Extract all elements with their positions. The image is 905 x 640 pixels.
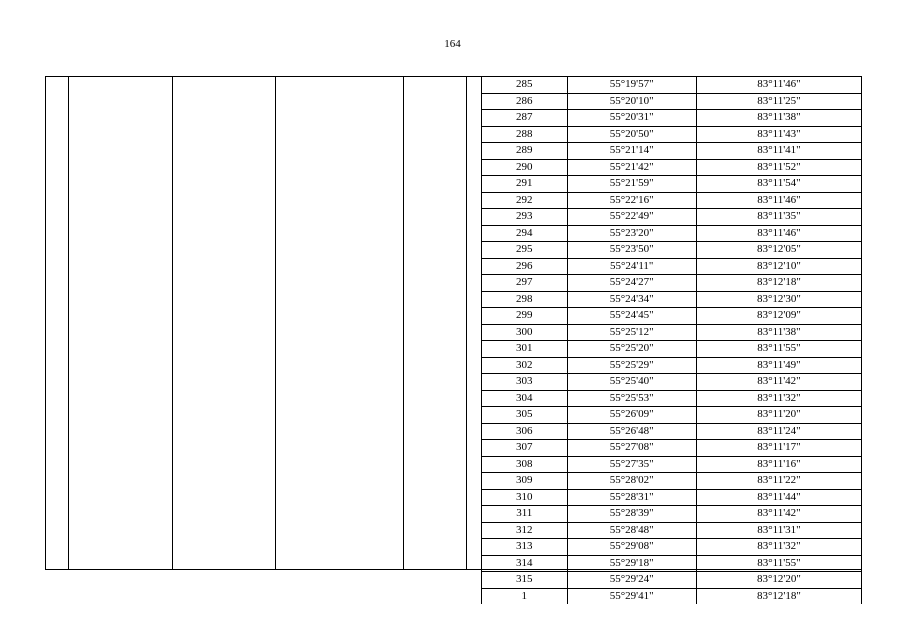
table-row bbox=[482, 110, 862, 127]
table-row bbox=[482, 143, 862, 160]
longitude-cell: 83°12'30" bbox=[696, 291, 861, 308]
latitude-cell: 55°27'08" bbox=[567, 440, 696, 457]
longitude-cell: 83°11'32" bbox=[696, 539, 861, 556]
table-row bbox=[482, 588, 862, 604]
longitude-cell: 83°11'17" bbox=[696, 440, 861, 457]
table-row bbox=[482, 209, 862, 226]
longitude-cell: 83°11'54" bbox=[696, 176, 861, 193]
latitude-cell: 55°28'02" bbox=[567, 473, 696, 490]
point-number-cell: 289 bbox=[482, 143, 568, 160]
longitude-cell: 83°11'55" bbox=[696, 555, 861, 572]
table-row bbox=[482, 423, 862, 440]
column-divider bbox=[403, 77, 404, 569]
longitude-cell: 83°11'25" bbox=[696, 93, 861, 110]
point-number-cell: 287 bbox=[482, 110, 568, 127]
table-row bbox=[482, 341, 862, 358]
point-number-cell: 299 bbox=[482, 308, 568, 325]
page-number: 164 bbox=[444, 38, 461, 50]
point-number-cell: 288 bbox=[482, 126, 568, 143]
point-number-cell: 300 bbox=[482, 324, 568, 341]
latitude-cell: 55°25'53" bbox=[567, 390, 696, 407]
longitude-cell: 83°11'24" bbox=[696, 423, 861, 440]
point-number-cell: 306 bbox=[482, 423, 568, 440]
table-row bbox=[482, 506, 862, 523]
table-row bbox=[482, 159, 862, 176]
table-row bbox=[482, 275, 862, 292]
latitude-cell: 55°26'09" bbox=[567, 407, 696, 424]
latitude-cell: 55°20'10" bbox=[567, 93, 696, 110]
table-row bbox=[482, 126, 862, 143]
latitude-cell: 55°25'40" bbox=[567, 374, 696, 391]
longitude-cell: 83°11'44" bbox=[696, 489, 861, 506]
table-row bbox=[482, 308, 862, 325]
latitude-cell: 55°29'18" bbox=[567, 555, 696, 572]
column-divider bbox=[68, 77, 69, 569]
latitude-cell: 55°29'08" bbox=[567, 539, 696, 556]
point-number-cell: 1 bbox=[482, 588, 568, 604]
latitude-cell: 55°22'16" bbox=[567, 192, 696, 209]
table-row bbox=[482, 374, 862, 391]
latitude-cell: 55°23'20" bbox=[567, 225, 696, 242]
latitude-cell: 55°26'48" bbox=[567, 423, 696, 440]
longitude-cell: 83°12'09" bbox=[696, 308, 861, 325]
point-number-cell: 308 bbox=[482, 456, 568, 473]
latitude-cell: 55°24'11" bbox=[567, 258, 696, 275]
point-number-cell: 293 bbox=[482, 209, 568, 226]
latitude-cell: 55°21'59" bbox=[567, 176, 696, 193]
longitude-cell: 83°11'55" bbox=[696, 341, 861, 358]
point-number-cell: 291 bbox=[482, 176, 568, 193]
point-number-cell: 296 bbox=[482, 258, 568, 275]
latitude-cell: 55°29'24" bbox=[567, 572, 696, 589]
longitude-cell: 83°11'46" bbox=[696, 192, 861, 209]
longitude-cell: 83°12'05" bbox=[696, 242, 861, 259]
point-number-cell: 297 bbox=[482, 275, 568, 292]
point-number-cell: 312 bbox=[482, 522, 568, 539]
longitude-cell: 83°11'31" bbox=[696, 522, 861, 539]
table-row bbox=[482, 225, 862, 242]
coordinates-table bbox=[45, 76, 862, 602]
point-number-cell: 298 bbox=[482, 291, 568, 308]
point-number-cell: 286 bbox=[482, 93, 568, 110]
latitude-cell: 55°28'48" bbox=[567, 522, 696, 539]
table-row bbox=[482, 77, 862, 93]
point-number-cell: 310 bbox=[482, 489, 568, 506]
latitude-cell: 55°25'12" bbox=[567, 324, 696, 341]
table-row bbox=[482, 176, 862, 193]
table-row bbox=[482, 489, 862, 506]
table-row bbox=[482, 407, 862, 424]
longitude-cell: 83°12'20" bbox=[696, 572, 861, 589]
longitude-cell: 83°11'16" bbox=[696, 456, 861, 473]
latitude-cell: 55°25'29" bbox=[567, 357, 696, 374]
point-number-cell: 301 bbox=[482, 341, 568, 358]
table-row bbox=[482, 390, 862, 407]
point-number-cell: 309 bbox=[482, 473, 568, 490]
longitude-cell: 83°11'46" bbox=[696, 225, 861, 242]
point-number-cell: 290 bbox=[482, 159, 568, 176]
table-row bbox=[482, 555, 862, 572]
longitude-cell: 83°11'41" bbox=[696, 143, 861, 160]
point-number-cell: 302 bbox=[482, 357, 568, 374]
longitude-cell: 83°11'22" bbox=[696, 473, 861, 490]
longitude-cell: 83°11'43" bbox=[696, 126, 861, 143]
point-number-cell: 307 bbox=[482, 440, 568, 457]
longitude-cell: 83°12'10" bbox=[696, 258, 861, 275]
table-row bbox=[482, 258, 862, 275]
point-number-cell: 295 bbox=[482, 242, 568, 259]
longitude-cell: 83°11'32" bbox=[696, 390, 861, 407]
table-row bbox=[482, 324, 862, 341]
coordinate-rows bbox=[481, 77, 862, 604]
longitude-cell: 83°12'18" bbox=[696, 275, 861, 292]
point-number-cell: 305 bbox=[482, 407, 568, 424]
latitude-cell: 55°27'35" bbox=[567, 456, 696, 473]
latitude-cell: 55°25'20" bbox=[567, 341, 696, 358]
latitude-cell: 55°19'57" bbox=[567, 77, 696, 93]
point-number-cell: 313 bbox=[482, 539, 568, 556]
point-number-cell: 285 bbox=[482, 77, 568, 93]
point-number-cell: 303 bbox=[482, 374, 568, 391]
longitude-cell: 83°11'52" bbox=[696, 159, 861, 176]
latitude-cell: 55°24'27" bbox=[567, 275, 696, 292]
table-row bbox=[482, 440, 862, 457]
latitude-cell: 55°21'42" bbox=[567, 159, 696, 176]
longitude-cell: 83°11'20" bbox=[696, 407, 861, 424]
table-row bbox=[482, 473, 862, 490]
column-divider bbox=[172, 77, 173, 569]
latitude-cell: 55°28'31" bbox=[567, 489, 696, 506]
point-number-cell: 314 bbox=[482, 555, 568, 572]
point-number-cell: 292 bbox=[482, 192, 568, 209]
latitude-cell: 55°28'39" bbox=[567, 506, 696, 523]
table-row bbox=[482, 357, 862, 374]
column-divider bbox=[275, 77, 276, 569]
latitude-cell: 55°20'50" bbox=[567, 126, 696, 143]
column-divider bbox=[466, 77, 467, 569]
table-row bbox=[482, 539, 862, 556]
table-row bbox=[482, 192, 862, 209]
table-row bbox=[482, 522, 862, 539]
longitude-cell: 83°11'46" bbox=[696, 77, 861, 93]
point-number-cell: 315 bbox=[482, 572, 568, 589]
table-row bbox=[482, 572, 862, 589]
latitude-cell: 55°22'49" bbox=[567, 209, 696, 226]
longitude-cell: 83°11'42" bbox=[696, 506, 861, 523]
point-number-cell: 311 bbox=[482, 506, 568, 523]
latitude-cell: 55°23'50" bbox=[567, 242, 696, 259]
longitude-cell: 83°11'38" bbox=[696, 110, 861, 127]
longitude-cell: 83°11'42" bbox=[696, 374, 861, 391]
point-number-cell: 304 bbox=[482, 390, 568, 407]
table-row bbox=[482, 93, 862, 110]
longitude-cell: 83°12'18" bbox=[696, 588, 861, 604]
longitude-cell: 83°11'38" bbox=[696, 324, 861, 341]
latitude-cell: 55°29'41" bbox=[567, 588, 696, 604]
table-row bbox=[482, 456, 862, 473]
latitude-cell: 55°24'45" bbox=[567, 308, 696, 325]
latitude-cell: 55°20'31" bbox=[567, 110, 696, 127]
table-row bbox=[482, 291, 862, 308]
point-number-cell: 294 bbox=[482, 225, 568, 242]
longitude-cell: 83°11'35" bbox=[696, 209, 861, 226]
table-row bbox=[482, 242, 862, 259]
longitude-cell: 83°11'49" bbox=[696, 357, 861, 374]
latitude-cell: 55°24'34" bbox=[567, 291, 696, 308]
latitude-cell: 55°21'14" bbox=[567, 143, 696, 160]
